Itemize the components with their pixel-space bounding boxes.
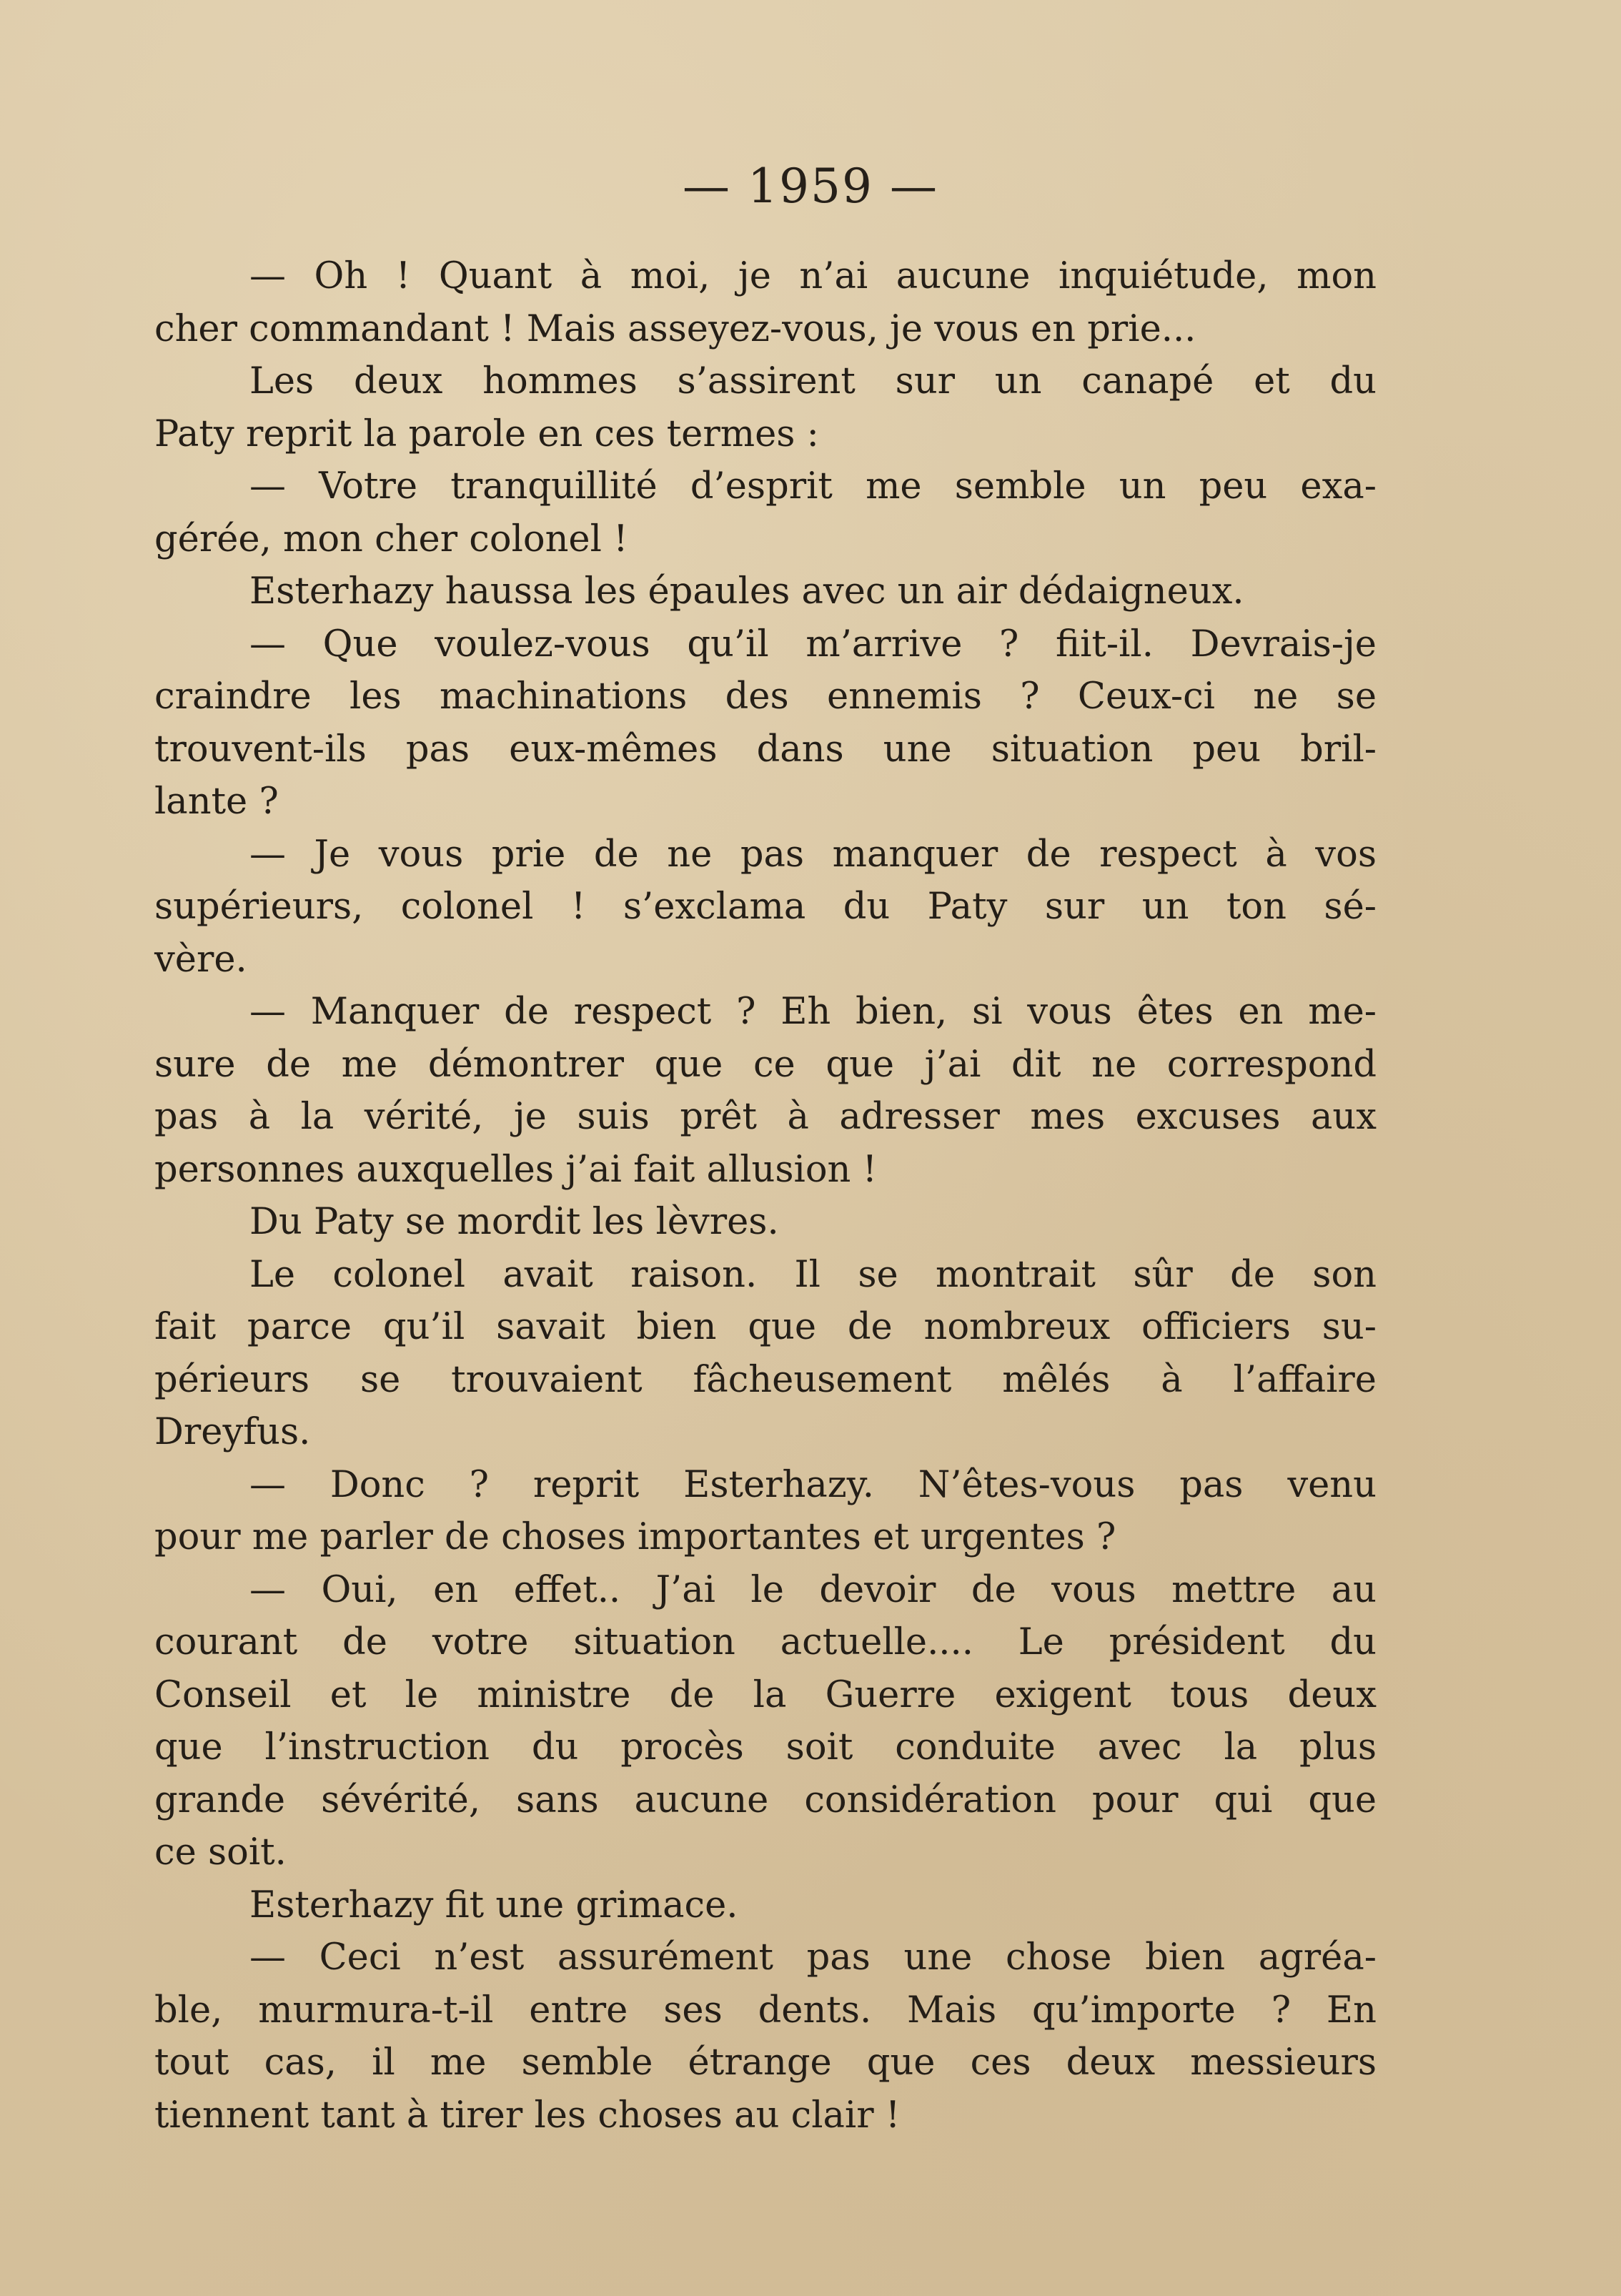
text-line: Esterhazy haussa les épaules avec un air dédaigneux.: [249, 570, 1244, 613]
text-line: tout cas, il me semble étrange que ces deux messieurs: [154, 2042, 1377, 2084]
text-line: tiennent tant à tirer les choses au clair !: [154, 2094, 901, 2137]
text-line: Paty reprit la parole en ces termes :: [154, 412, 819, 455]
text-line: Du Paty se mordit les lèvres.: [249, 1201, 779, 1243]
text-line: courant de votre situation actuelle.... Le président du: [154, 1621, 1377, 1663]
text-line: Les deux hommes s’assirent sur un canapé et du: [249, 360, 1377, 402]
text-line: craindre les machinations des ennemis ? Ceux-ci ne se: [154, 676, 1377, 718]
text-line: sure de me démontrer que ce que j’ai dit ne correspond: [154, 1043, 1377, 1086]
text-line: que l’instruction du procès soit conduite avec la plus: [154, 1726, 1377, 1768]
text-line: ce soit.: [154, 1831, 287, 1874]
text-line: périeurs se trouvaient fâcheusement mêlés à l’affaire: [154, 1358, 1377, 1401]
text-line: Conseil et le ministre de la Guerre exigent tous deux: [154, 1673, 1377, 1716]
text-line: — Ceci n’est assurément pas une chose bien agréa-: [249, 1936, 1377, 1979]
text-line: — Oui, en effet.. J’ai le devoir de vous mettre au: [249, 1568, 1377, 1611]
text-line: fait parce qu’il savait bien que de nombreux officiers su-: [154, 1306, 1377, 1348]
text-line: — Donc ? reprit Esterhazy. N’êtes-vous pas venu: [249, 1463, 1377, 1506]
text-line: supérieurs, colonel ! s’exclama du Paty sur un ton sé-: [154, 886, 1377, 928]
text-line: gérée, mon cher colonel !: [154, 518, 628, 560]
text-line: — Que voulez-vous qu’il m’arrive ? fiit-il. Devrais-je: [249, 623, 1377, 665]
text-line: — Votre tranquillité d’esprit me semble un peu exa-: [249, 465, 1377, 508]
text-line: — Je vous prie de ne pas manquer de respect à vos: [249, 833, 1377, 876]
body-text: [154, 250, 1377, 2142]
text-line: trouvent-ils pas eux-mêmes dans une situation peu bril-: [154, 728, 1377, 771]
page-number: — 1959 —: [683, 159, 938, 214]
text-line: Le colonel avait raison. Il se montrait sûr de son: [249, 1253, 1377, 1296]
text-line: — Manquer de respect ? Eh bien, si vous êtes en me-: [249, 991, 1377, 1033]
text-line: ble, murmura-t-il entre ses dents. Mais qu’importe ? En: [154, 1989, 1377, 2032]
text-line: personnes auxquelles j’ai fait allusion !: [154, 1148, 878, 1191]
text-line: pas à la vérité, je suis prêt à adresser mes excuses aux: [154, 1096, 1377, 1138]
text-line: cher commandant ! Mais asseyez-vous, je vous en prie...: [154, 307, 1196, 350]
text-line: Esterhazy fit une grimace.: [249, 1884, 738, 1926]
text-line: pour me parler de choses importantes et urgentes ?: [154, 1516, 1116, 1558]
text-line: vère.: [154, 938, 247, 981]
text-line: grande sévérité, sans aucune considération pour qui que: [154, 1778, 1377, 1821]
text-line: — Oh ! Quant à moi, je n’ai aucune inquiétude, mon: [249, 255, 1377, 297]
text-line: lante ?: [154, 781, 279, 823]
text-line: Dreyfus.: [154, 1411, 311, 1453]
